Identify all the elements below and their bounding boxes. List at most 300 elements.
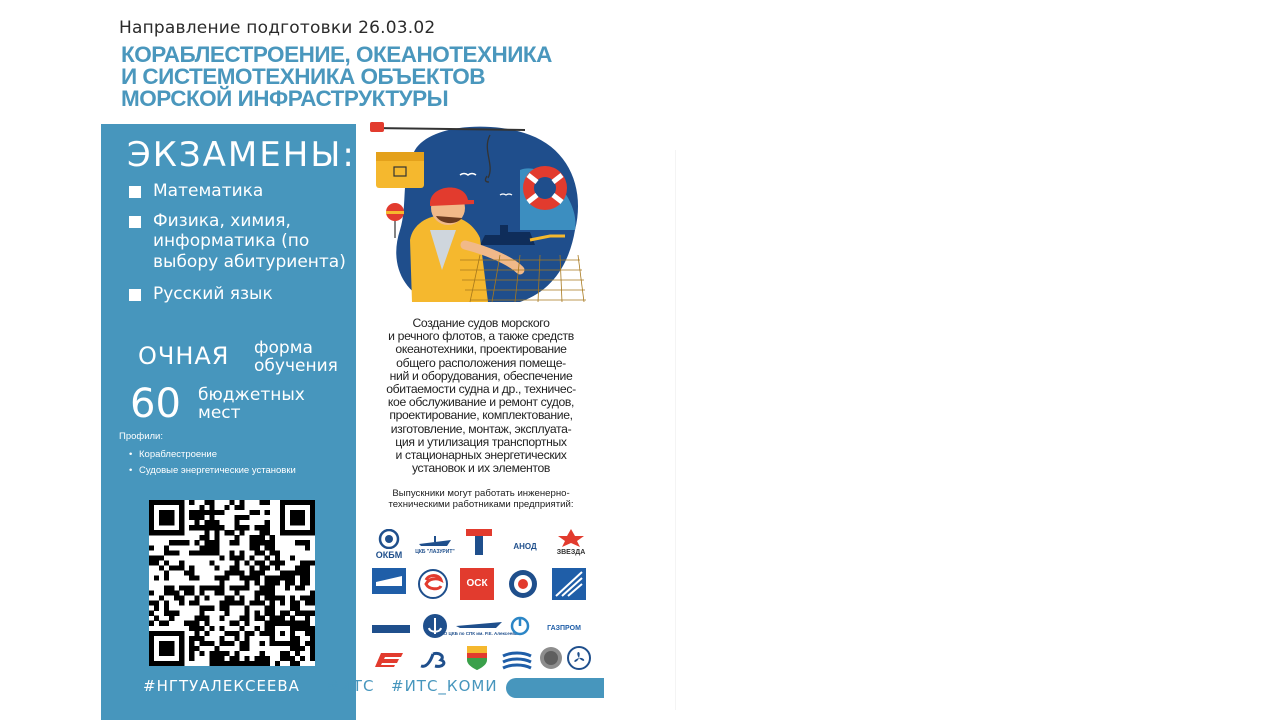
qr-module [164,606,169,611]
qr-module [285,580,290,585]
program-title-line: МОРСКОЙ ИНФРАСТРУКТУРЫ [121,86,449,111]
qr-module [149,530,154,535]
qr-module [149,500,154,505]
qr-module [164,621,169,626]
qr-module [164,515,169,520]
qr-module [285,570,290,575]
qr-module [179,636,184,641]
qr-module [305,500,310,505]
description-line: океанотехники, проектирование [395,342,567,357]
qr-module [235,515,240,520]
qr-module [209,525,214,530]
qr-module [229,530,234,535]
qr-module [270,601,275,606]
budget-seats-label: бюджетных мест [198,385,305,423]
qr-module [189,601,194,606]
qr-module [260,616,265,621]
qr-module [260,651,265,656]
exams-heading: ЭКЗАМЕНЫ: [127,135,356,175]
qr-module [209,540,214,545]
qr-module [199,611,204,616]
qr-module [149,505,154,510]
qr-module [164,570,169,575]
qr-module [250,565,255,570]
qr-module [209,545,214,550]
qr-module [199,651,204,656]
exam-list [129,181,349,314]
qr-module [280,570,285,575]
alekseev-logo-text: АО ЦКБ по СПК им. Р.Е. Алексеева [440,631,518,636]
qr-module [229,661,234,666]
direction-code: Направление подготовки 26.03.02 [119,18,436,38]
divider [675,150,676,710]
qr-module [235,570,240,575]
qr-module [285,530,290,535]
qr-module [179,586,184,591]
qr-module [255,601,260,606]
profiles-label: Профили: [119,431,164,442]
lazurit-logo-text: ЦКБ "ЛАЗУРИТ" [415,548,455,555]
qr-module [149,601,154,606]
qr-module [214,575,219,580]
qr-module [295,565,300,570]
qr-module [270,545,275,550]
qr-module [179,525,184,530]
qr-module [255,525,260,530]
qr-module [255,656,260,661]
qr-module [219,651,224,656]
qr-module [229,641,234,646]
qr-module [149,545,154,550]
qr-module [235,560,240,565]
qr-module [265,525,270,530]
qr-module [149,646,154,651]
qr-module [174,631,179,636]
qr-module [179,601,184,606]
qr-module [214,535,219,540]
ib-logo [415,644,451,676]
qr-module [270,626,275,631]
qr-module [240,596,245,601]
qr-module [300,621,305,626]
qr-module [255,580,260,585]
qr-module [250,535,255,540]
qr-module [204,596,209,601]
qr-module [154,631,159,636]
qr-module [169,651,174,656]
qr-module [285,500,290,505]
qr-code-image [149,500,315,666]
qr-module [154,575,159,580]
qr-module [270,586,275,591]
qr-module [310,656,315,661]
qr-module [159,651,164,656]
qr-module [194,515,199,520]
qr-module [310,515,315,520]
qr-module [245,646,250,651]
qr-code[interactable] [149,500,315,666]
qr-module [260,586,265,591]
qr-module [295,540,300,545]
qr-module [174,500,179,505]
qr-module [285,651,290,656]
qr-module [310,596,315,601]
study-mode-label: форма обучения [254,338,338,376]
qr-module [265,626,270,631]
qr-module [154,601,159,606]
qr-module [295,641,300,646]
qr-module [194,525,199,530]
qr-module [250,555,255,560]
qr-module [245,575,250,580]
qr-module [204,621,209,626]
qr-module [164,601,169,606]
qr-module [305,641,310,646]
qr-module [285,656,290,661]
qr-module [300,570,305,575]
qr-module [290,575,295,580]
qr-module [265,656,270,661]
qr-module [204,545,209,550]
qr-module [265,575,270,580]
qr-module [310,525,315,530]
qr-module [240,646,245,651]
qr-module [229,570,234,575]
qr-module [280,601,285,606]
qr-module [290,621,295,626]
qr-module [280,520,285,525]
qr-module [275,555,280,560]
qr-module [229,586,234,591]
qr-module [164,575,169,580]
qr-module [310,646,315,651]
qr-module [224,601,229,606]
qr-module [310,601,315,606]
qr-module [235,555,240,560]
qr-module [270,535,275,540]
qr-module [260,631,265,636]
qr-module [224,611,229,616]
qr-module [219,641,224,646]
qr-module [149,520,154,525]
qr-module [290,616,295,621]
qr-module [305,565,310,570]
qr-module [164,591,169,596]
qr-module [214,530,219,535]
qr-module [219,616,224,621]
qr-module [169,631,174,636]
qr-module [159,520,164,525]
qr-module [214,661,219,666]
checkbox-icon [129,216,141,228]
qr-module [179,520,184,525]
qr-module [275,575,280,580]
description-line: и речного флотов, а также средств [388,329,574,344]
qr-module [219,636,224,641]
qr-module [280,510,285,515]
description-line: Создание судов морского [412,316,550,330]
qr-module [174,565,179,570]
qr-module [219,606,224,611]
zvezda-logo-text: ЗВЕЗДА [556,549,586,556]
qr-module [240,570,245,575]
qr-module [265,565,270,570]
qr-module [245,580,250,585]
qr-module [204,520,209,525]
qr-module [169,586,174,591]
qr-module [219,656,224,661]
qr-module [219,661,224,666]
qr-module [265,591,270,596]
qr-module [164,530,169,535]
qr-module [305,540,310,545]
profiles-list [129,447,296,479]
qr-module [245,586,250,591]
qr-module [179,631,184,636]
qr-module [260,591,265,596]
qr-module [149,641,154,646]
qr-module [189,575,194,580]
qr-module [179,661,184,666]
lazurit-logo [415,528,455,560]
qr-module [189,586,194,591]
program-title-line: И СИСТЕМОТЕХНИКА ОБЪЕКТОВ [121,64,486,89]
qr-module [300,626,305,631]
qr-module [189,651,194,656]
qr-module [169,591,174,596]
qr-module [149,515,154,520]
qr-module [219,586,224,591]
qr-module [199,545,204,550]
qr-module [310,626,315,631]
employment-line: техническими работниками предприятий: [388,499,574,510]
qr-module [245,606,250,611]
hashtag-its[interactable]: #ИТС [327,677,375,695]
qr-module [270,636,275,641]
profile-item: • Кораблестроение [129,447,296,463]
qr-module [189,626,194,631]
qr-module [149,611,154,616]
exam-item-label: Русский язык [153,284,273,304]
qr-module [164,641,169,646]
qr-module [194,596,199,601]
qr-module [199,636,204,641]
qr-module [310,505,315,510]
qr-module [214,651,219,656]
qr-module [255,550,260,555]
qr-module [300,596,305,601]
description-line: кое обслуживание и ремонт судов, [387,395,575,410]
qr-module [265,520,270,525]
qr-module [204,500,209,505]
sevmash-logo [415,568,451,600]
qr-module [194,636,199,641]
qr-module [149,560,154,565]
qr-module [199,510,204,515]
qr-module [179,641,184,646]
power-logo [507,610,533,642]
study-mode: ОЧНАЯ [138,342,230,370]
qr-module [260,550,265,555]
qr-module [290,601,295,606]
qr-module [184,621,189,626]
qr-module [265,555,270,560]
qr-module [245,636,250,641]
qr-module [245,621,250,626]
qr-module [300,656,305,661]
qr-module [270,616,275,621]
qr-module [240,525,245,530]
zvezda-logo [553,526,589,558]
qr-module [224,575,229,580]
qr-module [194,646,199,651]
qr-module [159,530,164,535]
qr-module [204,525,209,530]
qr-module [275,580,280,585]
qr-module [149,651,154,656]
qr-module [305,530,310,535]
qr-module [265,545,270,550]
qr-module [270,550,275,555]
qr-module [154,555,159,560]
qr-module [270,580,275,585]
qr-module [174,550,179,555]
qr-module [224,661,229,666]
qr-module [290,646,295,651]
qr-module [219,591,224,596]
qr-module [179,505,184,510]
description-line: изготовление, монтаж, эксплуата- [390,421,572,436]
qr-module [209,656,214,661]
qr-module [224,631,229,636]
qr-module [179,500,184,505]
qr-module [214,656,219,661]
qr-module [255,596,260,601]
qr-module [199,606,204,611]
propeller-logo [561,642,597,674]
qr-module [235,520,240,525]
qr-module [149,661,154,666]
qr-module [235,601,240,606]
qr-module [275,616,280,621]
qr-module [265,631,270,636]
qr-module [290,631,295,636]
qr-module [235,636,240,641]
qr-module [295,611,300,616]
qr-module [224,606,229,611]
qr-module [169,500,174,505]
qr-module [164,510,169,515]
qr-module [290,626,295,631]
qr-module [229,565,234,570]
qr-module [179,596,184,601]
qr-module [194,520,199,525]
qr-module [235,621,240,626]
qr-module [240,586,245,591]
qr-module [219,601,224,606]
qr-module [290,580,295,585]
program-title-line: КОРАБЛЕСТРОЕНИЕ, ОКЕАНОТЕХНИКА [121,42,552,67]
qr-module [164,586,169,591]
qr-module [245,611,250,616]
qr-module [164,611,169,616]
qr-module [164,500,169,505]
qr-module [209,520,214,525]
qr-module [164,520,169,525]
qr-module [204,616,209,621]
gazprom-logo [539,612,589,644]
qr-module [209,560,214,565]
qr-module [305,616,310,621]
crest-logo [459,642,495,674]
alekseev-logo [440,612,518,644]
qr-module [290,606,295,611]
qr-module [189,550,194,555]
qr-module [149,621,154,626]
qr-module [209,626,214,631]
qr-module [245,525,250,530]
qr-module [250,570,255,575]
qr-module [159,646,164,651]
qr-module [290,596,295,601]
qr-module [204,510,209,515]
qr-module [214,525,219,530]
profile-item: • Судовые энергетические установки [129,463,296,479]
qr-module [255,545,260,550]
qr-module [250,540,255,545]
qr-module [235,525,240,530]
qr-module [179,560,184,565]
qr-module [199,591,204,596]
qr-module [265,596,270,601]
qr-module [255,611,260,616]
qr-module [179,656,184,661]
qr-module [300,646,305,651]
qr-module [310,636,315,641]
qr-module [224,641,229,646]
qr-module [305,601,310,606]
qr-module [229,621,234,626]
qr-module [310,510,315,515]
hashtag-its-komi[interactable]: #ИТС_КОМИ [391,677,498,695]
qr-module [219,626,224,631]
qr-module [270,596,275,601]
qr-module [199,525,204,530]
qr-module [179,565,184,570]
employer-logos [371,526,593,671]
qr-module [209,606,214,611]
qr-module [240,661,245,666]
qr-module [149,636,154,641]
hashtag-ngtu[interactable]: #НГТУАЛЕКСЕЕВА [143,677,300,695]
qr-module [260,530,265,535]
qr-module [240,601,245,606]
qr-module [310,560,315,565]
qr-module [189,570,194,575]
qr-module [189,621,194,626]
program-title [121,44,601,110]
exam-item [129,181,349,202]
qr-module [229,601,234,606]
qr-module [265,530,270,535]
qr-module [174,530,179,535]
qr-module [154,530,159,535]
qr-module [159,500,164,505]
qr-module [164,550,169,555]
qr-module [245,616,250,621]
checkbox-icon [129,186,141,198]
qr-module [184,540,189,545]
